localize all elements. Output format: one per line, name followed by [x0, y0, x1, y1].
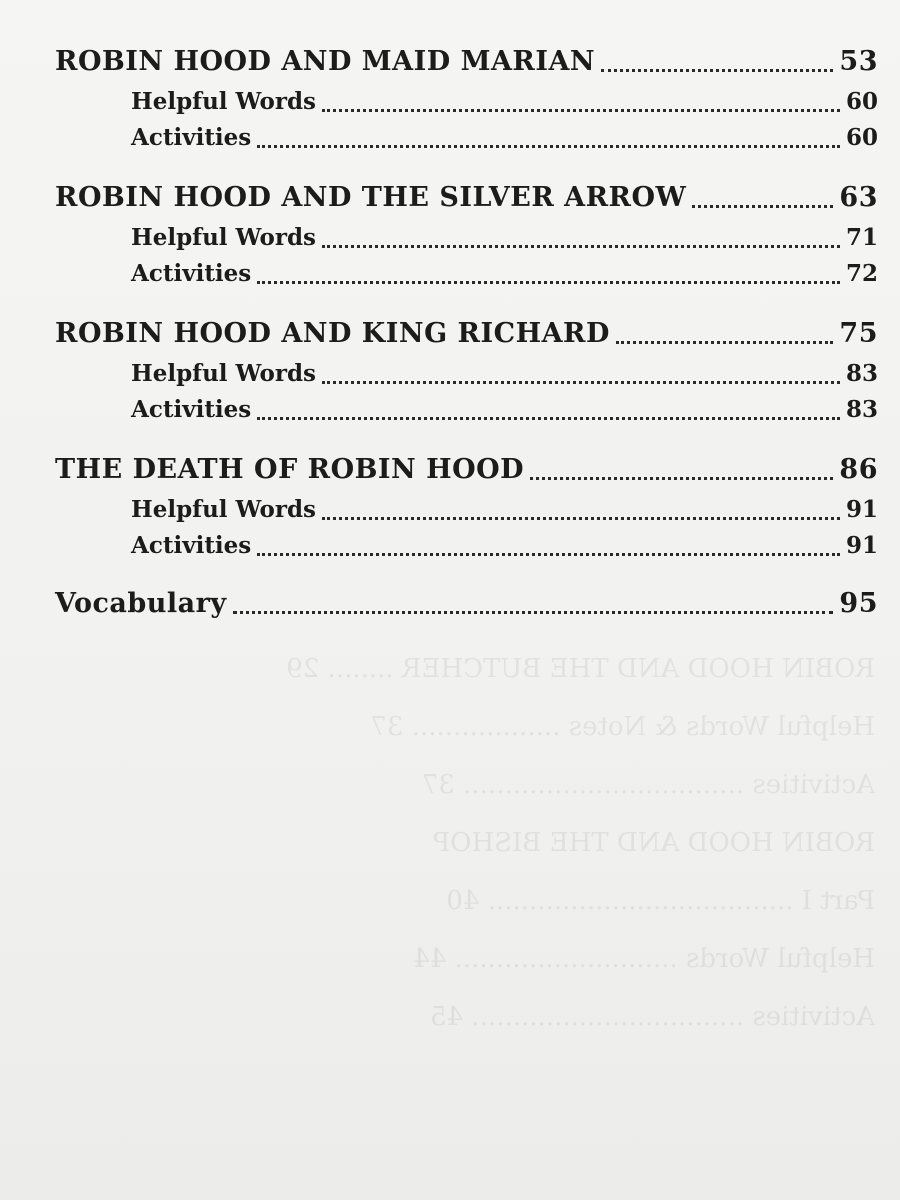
page-number: 86	[839, 454, 878, 485]
page-number: 63	[839, 182, 878, 213]
entry-label: Activities	[131, 396, 252, 423]
dot-leader	[322, 517, 840, 520]
toc-sub-entry[interactable]	[55, 356, 878, 392]
dot-leader	[257, 553, 840, 556]
entry-label: Helpful Words	[131, 360, 316, 387]
entry-label: Activities	[131, 260, 252, 287]
entry-label: Activities	[131, 124, 252, 151]
dot-leader	[322, 381, 840, 384]
spacer	[55, 156, 878, 176]
toc-chapter-entry[interactable]	[55, 176, 878, 220]
toc-sub-entry[interactable]	[55, 256, 878, 292]
toc-chapter-entry[interactable]	[55, 312, 878, 356]
entry-label: Helpful Words	[131, 224, 316, 251]
toc-chapter-entry[interactable]	[55, 40, 878, 84]
page-number: 91	[845, 532, 878, 559]
entry-label: Activities	[131, 532, 252, 559]
page-number: 83	[845, 360, 878, 387]
spacer	[55, 428, 878, 448]
toc-sub-entry[interactable]	[55, 492, 878, 528]
entry-label: Helpful Words	[131, 88, 316, 115]
page-number: 75	[839, 318, 878, 349]
page-number: 91	[845, 496, 878, 523]
dot-leader	[601, 69, 833, 72]
toc-vocabulary-entry[interactable]	[55, 582, 878, 626]
dot-leader	[233, 611, 834, 614]
chapter-title: ROBIN HOOD AND THE SILVER ARROW	[55, 182, 687, 213]
page-number: 95	[839, 588, 878, 619]
chapter-title: ROBIN HOOD AND MAID MARIAN	[55, 46, 596, 77]
page-number: 60	[845, 124, 878, 151]
dot-leader	[257, 145, 840, 148]
page-number: 53	[839, 46, 878, 77]
dot-leader	[257, 417, 840, 420]
dot-leader	[257, 281, 840, 284]
dot-leader	[616, 341, 834, 344]
toc-chapter-entry[interactable]	[55, 448, 878, 492]
entry-label: Helpful Words	[131, 496, 316, 523]
toc-sub-entry[interactable]	[55, 120, 878, 156]
table-of-contents	[55, 40, 878, 626]
dot-leader	[322, 245, 840, 248]
toc-sub-entry[interactable]	[55, 528, 878, 564]
spacer	[55, 564, 878, 582]
chapter-title: ROBIN HOOD AND KING RICHARD	[55, 318, 610, 349]
vocabulary-label: Vocabulary	[55, 588, 227, 619]
bleed-through-text: ROBIN HOOD AND THE BUTCHER ........ 29 Helpful Words & Notes .................. 37 Activities .................................. 37 ROBIN HOOD AND THE BISHOP Part I ..................................... 40 Helpful Words ........................... 44 Activities ................................. 45	[286, 654, 875, 1032]
page-number: 72	[845, 260, 878, 287]
dot-leader	[692, 205, 833, 208]
toc-sub-entry[interactable]	[55, 84, 878, 120]
toc-sub-entry[interactable]	[55, 392, 878, 428]
chapter-title: THE DEATH OF ROBIN HOOD	[55, 454, 525, 485]
page-number: 60	[845, 88, 878, 115]
dot-leader	[530, 477, 833, 480]
dot-leader	[322, 109, 840, 112]
toc-sub-entry[interactable]	[55, 220, 878, 256]
spacer	[55, 292, 878, 312]
page-number: 71	[845, 224, 878, 251]
page-number: 83	[845, 396, 878, 423]
